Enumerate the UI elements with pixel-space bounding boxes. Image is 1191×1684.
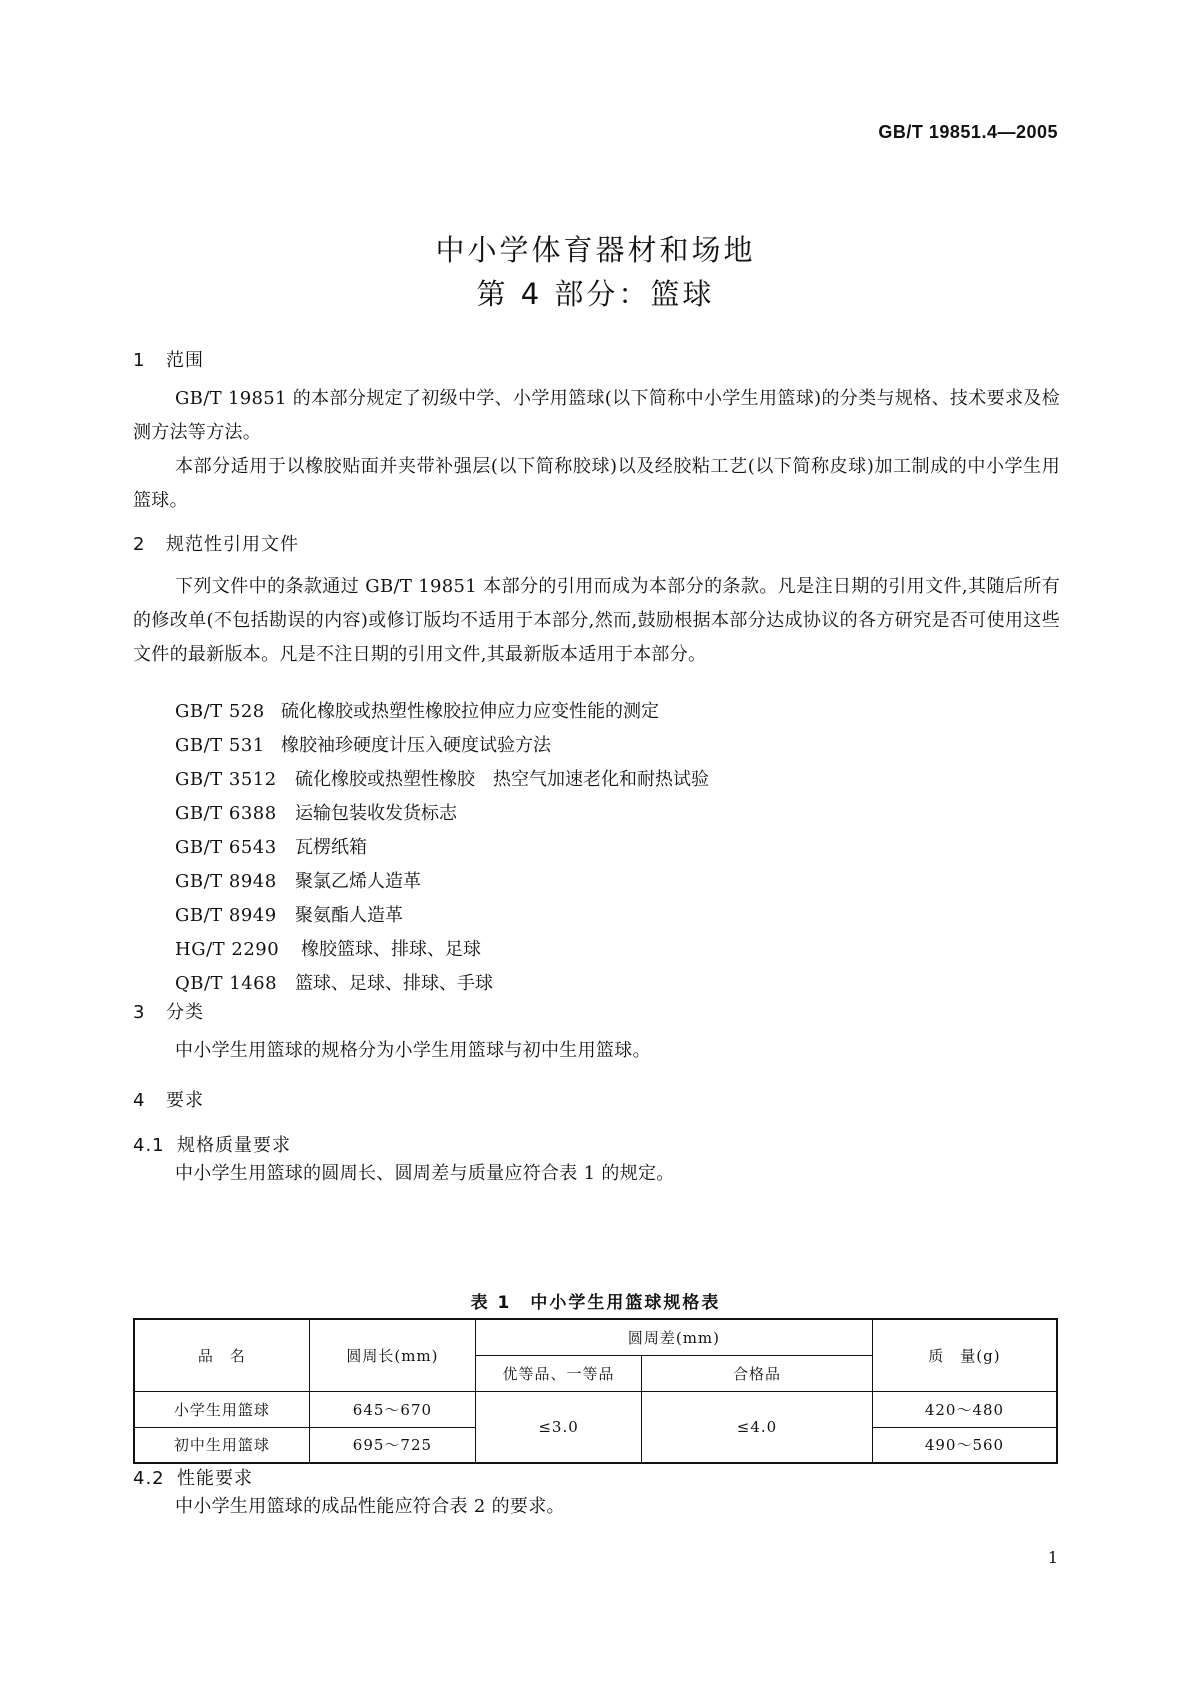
- reference-item: [175, 865, 709, 899]
- reference-title: 聚氨酯人造革: [295, 905, 403, 926]
- reference-title: 篮球、足球、排球、手球: [295, 973, 493, 994]
- section-number: 1: [133, 350, 146, 371]
- section-number: 4: [133, 1090, 146, 1111]
- cell-name: 初中生用篮球: [134, 1427, 309, 1463]
- reference-title: 硫化橡胶或热塑性橡胶 热空气加速老化和耐热试验: [295, 769, 709, 790]
- reference-title: 橡胶袖珍硬度计压入硬度试验方法: [281, 735, 551, 756]
- section-number: 4.1: [133, 1135, 165, 1156]
- table-row: [134, 1391, 1057, 1427]
- cell-diff-top-grade: ≤3.0: [475, 1391, 641, 1463]
- reference-code: GB/T 8949: [175, 905, 277, 926]
- header-grade-top: 优等品、一等品: [475, 1355, 641, 1391]
- section-title: 规范性引用文件: [166, 534, 299, 555]
- section-title: 分类: [166, 1002, 204, 1023]
- document-title: 中小学体育器材和场地: [435, 233, 756, 267]
- reference-item: [175, 729, 709, 763]
- header-circumference: 圆周长(mm): [309, 1319, 475, 1391]
- reference-code: GB/T 8948: [175, 871, 277, 892]
- header-grade-qualified: 合格品: [642, 1355, 873, 1391]
- reference-item: [175, 967, 709, 1001]
- cell-mass: 490～560: [872, 1427, 1057, 1463]
- section-1-heading: [133, 346, 204, 372]
- section-number: 2: [133, 534, 146, 555]
- reference-item: [175, 763, 709, 797]
- reference-code: GB/T 528: [175, 701, 265, 722]
- section-4-heading: [133, 1086, 204, 1112]
- reference-code: HG/T 2290: [175, 939, 280, 960]
- cell-mass: 420～480: [872, 1391, 1057, 1427]
- section-number: 3: [133, 1002, 146, 1023]
- table-1-caption: 表 1 中小学生用篮球规格表: [470, 1293, 721, 1313]
- header-circumference-difference: 圆周差(mm): [475, 1319, 872, 1355]
- section-4-2-paragraph: 中小学生用篮球的成品性能应符合表 2 的要求。: [175, 1496, 565, 1517]
- reference-code: QB/T 1468: [175, 973, 278, 994]
- section-2-paragraph-1: 下列文件中的条款通过 GB/T 19851 本部分的引用而成为本部分的条款。凡是注日期的引用文件,其随后所有的修改单(不包括勘误的内容)或修订版均不适用于本部分,然而,鼓励根据本部分达成协议的各方研究是否可使用这些文件的最新版本。凡是不注日期的引用文件,其最新版本适用于本部分。: [133, 576, 1060, 665]
- section-1-paragraph-2: 本部分适用于以橡胶贴面并夹带补强层(以下简称胶球)以及经胶粘工艺(以下简称皮球)加工制成的中小学生用篮球。: [133, 456, 1060, 511]
- cell-circumference: 645～670: [309, 1391, 475, 1427]
- section-title: 性能要求: [177, 1468, 253, 1489]
- reference-title: 瓦楞纸箱: [295, 837, 367, 858]
- reference-item: [175, 695, 709, 729]
- section-title: 规格质量要求: [177, 1135, 291, 1156]
- reference-title: 硫化橡胶或热塑性橡胶拉伸应力应变性能的测定: [281, 701, 659, 722]
- section-title: 要求: [166, 1090, 204, 1111]
- section-3-paragraph-1: 中小学生用篮球的规格分为小学生用篮球与初中生用篮球。: [175, 1040, 651, 1061]
- table-1-basketball-spec: [133, 1318, 1058, 1464]
- section-4-1-heading: [133, 1131, 291, 1157]
- section-4-1-paragraph: 中小学生用篮球的圆周长、圆周差与质量应符合表 1 的规定。: [175, 1163, 675, 1184]
- section-1-paragraph-1: GB/T 19851 的本部分规定了初级中学、小学用篮球(以下简称中小学生用篮球)的分类与规格、技术要求及检测方法等方法。: [133, 388, 1060, 443]
- reference-item: [175, 899, 709, 933]
- reference-title: 聚氯乙烯人造革: [295, 871, 421, 892]
- header-name: 品 名: [134, 1319, 309, 1391]
- section-title: 范围: [166, 350, 204, 371]
- standard-code: GB/T 19851.4—2005: [878, 122, 1058, 142]
- reference-item: [175, 933, 709, 967]
- cell-diff-qualified: ≤4.0: [642, 1391, 873, 1463]
- reference-code: GB/T 3512: [175, 769, 277, 790]
- reference-code: GB/T 6388: [175, 803, 277, 824]
- document-subtitle: 第 4 部分：篮球: [476, 277, 715, 311]
- cell-circumference: 695～725: [309, 1427, 475, 1463]
- normative-references-list: [175, 695, 709, 1001]
- section-number: 4.2: [133, 1468, 165, 1489]
- section-2-heading: [133, 530, 299, 556]
- reference-code: GB/T 531: [175, 735, 265, 756]
- reference-item: [175, 831, 709, 865]
- cell-name: 小学生用篮球: [134, 1391, 309, 1427]
- section-4-2-heading: [133, 1464, 253, 1490]
- reference-title: 运输包装收发货标志: [295, 803, 457, 824]
- reference-item: [175, 797, 709, 831]
- header-mass: 质 量(g): [872, 1319, 1057, 1391]
- reference-code: GB/T 6543: [175, 837, 277, 858]
- page-number: 1: [1047, 1548, 1058, 1567]
- section-3-heading: [133, 998, 204, 1024]
- reference-title: 橡胶篮球、排球、足球: [301, 939, 481, 960]
